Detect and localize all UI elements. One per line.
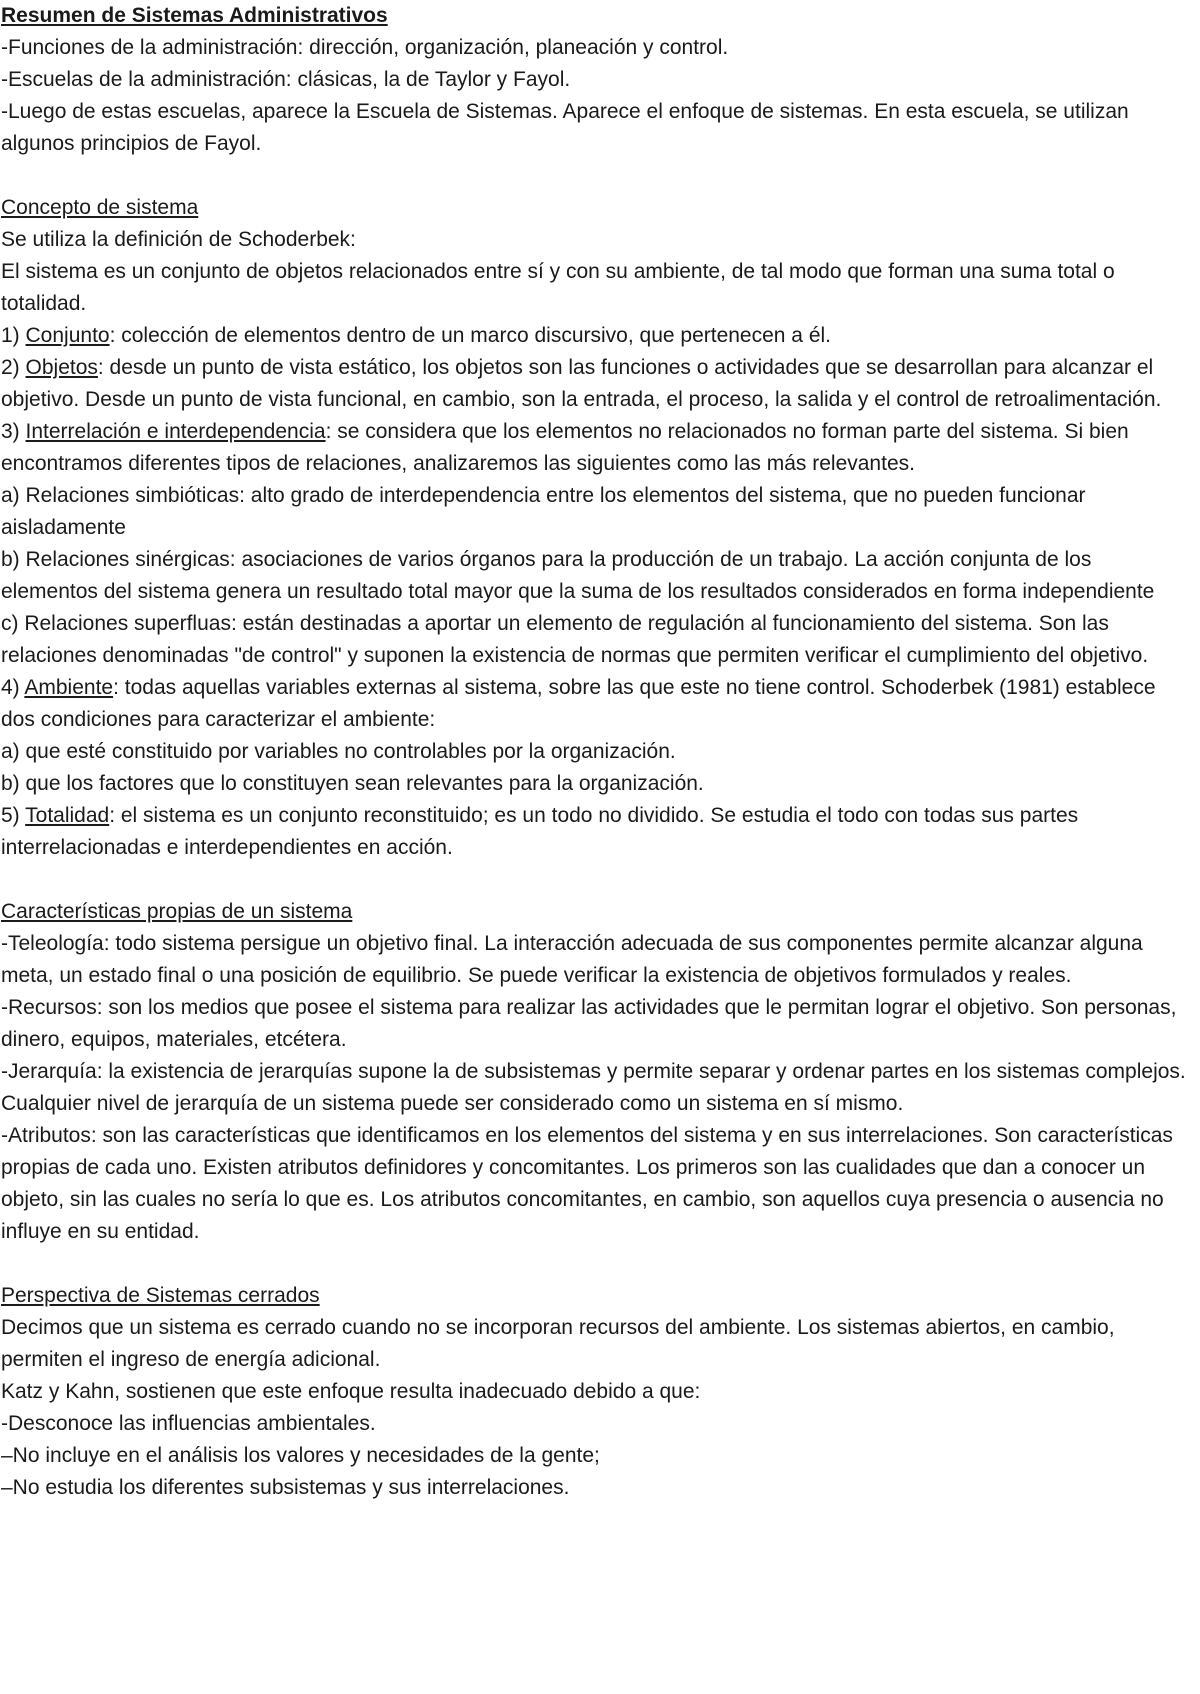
cerrados-point-3: –No estudia los diferentes subsistemas y sus interrelaciones. <box>1 1476 570 1499</box>
cerrados-paragraph-1: Decimos que un sistema es cerrado cuando no se incorporan recursos del ambiente. Los sistemas abiertos, en cambio, permiten el ingreso de energía adicional. <box>1 1316 1115 1371</box>
intro-line-3: -Luego de estas escuelas, aparece la Escuela de Sistemas. Aparece el enfoque de sistemas. En esta escuela, se utilizan algunos principios de Fayol. <box>1 100 1129 155</box>
caracteristica-atributos: -Atributos: son las características que identificamos en los elementos del sistema y en sus interrelaciones. Son características propias de cada uno. Existen atributos definidores y concomitantes. Los primeros son las cualidades que dan a conocer un objeto, sin las cuales no sería lo que es. Los atributos concomitantes, en cambio, son aquellos cuya presencia o ausencia no influye en su entidad. <box>1 1124 1173 1243</box>
concepto-item-1 <box>1 320 1194 352</box>
cerrados-point-1: -Desconoce las influencias ambientales. <box>1 1412 376 1435</box>
item-term: Totalidad <box>25 804 110 827</box>
item-term: Conjunto <box>25 324 110 347</box>
item-text: : el sistema es un conjunto reconstituido; es un todo no dividido. Se estudia el todo con todas sus partes interrelacionadas e interdependientes en acción. <box>1 804 1079 859</box>
item-number: 3) <box>1 420 26 443</box>
item-text: : desde un punto de vista estático, los objetos son las funciones o actividades que se desarrollan para alcanzar el objetivo. Desde un punto de vista funcional, en cambio, son la entrada, el proceso, la salida y el control de retroalimentación. <box>1 356 1162 411</box>
cerrados-paragraph-2: Katz y Kahn, sostienen que este enfoque resulta inadecuado debido a que: <box>1 1380 701 1403</box>
section-heading-caracteristicas: Características propias de un sistema <box>1 900 353 923</box>
relacion-simbiotica: a) Relaciones simbióticas: alto grado de interdependencia entre los elementos del sistema, que no pueden funcionar aisladamente <box>1 484 1086 539</box>
spacer <box>1 864 1194 896</box>
condicion-a: a) que esté constituido por variables no controlables por la organización. <box>1 740 676 763</box>
item-number: 5) <box>1 804 26 827</box>
item-term: Objetos <box>25 356 98 379</box>
spacer <box>1 1248 1194 1280</box>
intro-line-2: -Escuelas de la administración: clásicas, la de Taylor y Fayol. <box>1 68 571 91</box>
concepto-line-1: Se utiliza la definición de Schoderbek: <box>1 228 356 251</box>
intro-line-1: -Funciones de la administración: dirección, organización, planeación y control. <box>1 36 729 59</box>
caracteristica-teleologia: -Teleología: todo sistema persigue un objetivo final. La interacción adecuada de sus componentes permite alcanzar alguna meta, un estado final o una posición de equilibrio. Se puede verificar la existencia de objetivos formulados y reales. <box>1 932 1143 987</box>
item-number: 2) <box>1 356 26 379</box>
caracteristica-jerarquia: -Jerarquía: la existencia de jerarquías supone la de subsistemas y permite separar y ordenar partes en los sistemas complejos. Cualquier nivel de jerarquía de un sistema puede ser considerado como un sistema en sí mismo. <box>1 1060 1186 1115</box>
cerrados-point-2: –No incluye en el análisis los valores y necesidades de la gente; <box>1 1444 600 1467</box>
relacion-sinergica: b) Relaciones sinérgicas: asociaciones de varios órganos para la producción de un trabajo. La acción conjunta de los elementos del sistema genera un resultado total mayor que la suma de los resultados considerados en forma independiente <box>1 548 1155 603</box>
section-heading-concepto: Concepto de sistema <box>1 196 199 219</box>
item-text: : colección de elementos dentro de un marco discursivo, que pertenecen a él. <box>109 324 832 347</box>
concepto-item-5 <box>1 800 1194 864</box>
concepto-item-3 <box>1 416 1194 480</box>
concepto-item-4 <box>1 672 1194 736</box>
condicion-b: b) que los factores que lo constituyen sean relevantes para la organización. <box>1 772 704 795</box>
item-number: 4) <box>1 676 25 699</box>
item-term: Ambiente <box>24 676 114 699</box>
concepto-item-2 <box>1 352 1194 416</box>
caracteristica-recursos: -Recursos: son los medios que posee el sistema para realizar las actividades que le permitan lograr el objetivo. Son personas, dinero, equipos, materiales, etcétera. <box>1 996 1177 1051</box>
item-number: 1) <box>1 324 26 347</box>
item-text: : todas aquellas variables externas al sistema, sobre las que este no tiene control. Schoderbek (1981) establece dos condiciones para caracterizar el ambiente: <box>1 676 1156 731</box>
spacer <box>1 160 1194 192</box>
relacion-superflua: c) Relaciones superfluas: están destinadas a aportar un elemento de regulación al funcionamiento del sistema. Son las relaciones denominadas "de control" y suponen la existencia de normas que permiten verificar el cumplimiento del objetivo. <box>1 612 1149 667</box>
item-term: Interrelación e interdependencia <box>25 420 326 443</box>
document-title: Resumen de Sistemas Administrativos <box>1 4 388 27</box>
section-heading-cerrados: Perspectiva de Sistemas cerrados <box>1 1284 320 1307</box>
item-text: : se considera que los elementos no relacionados no forman parte del sistema. Si bien encontramos diferentes tipos de relaciones, analizaremos las siguientes como las más relevantes. <box>1 420 1129 475</box>
concepto-line-2: El sistema es un conjunto de objetos relacionados entre sí y con su ambiente, de tal modo que forman una suma total o totalidad. <box>1 260 1115 315</box>
